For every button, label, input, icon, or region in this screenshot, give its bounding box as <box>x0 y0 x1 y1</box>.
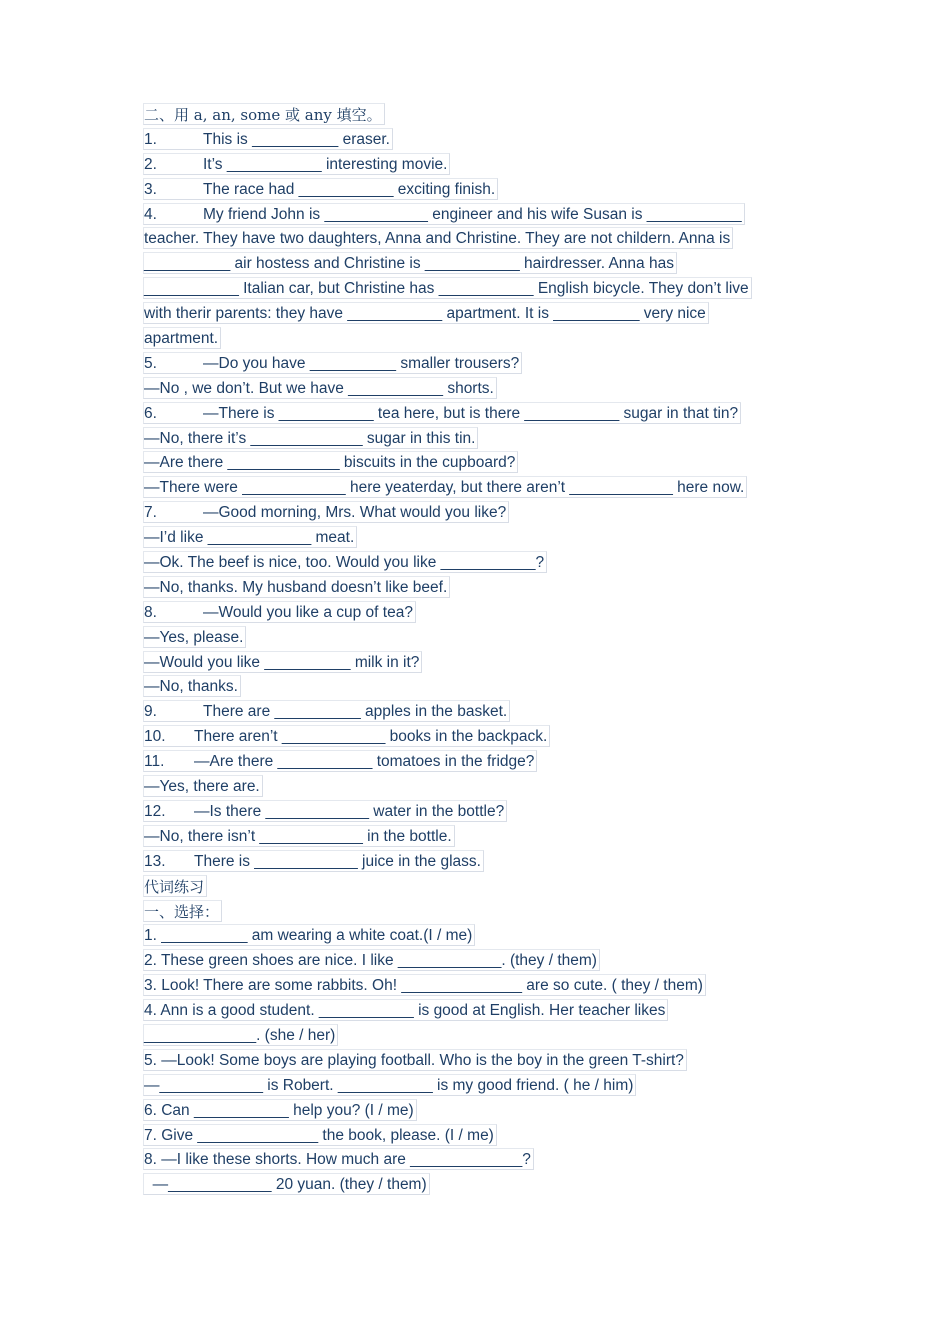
question-text: —There were ____________ here yeaterday, but there aren’t ____________ here now. <box>144 479 745 497</box>
question-text: —No, thanks. <box>144 678 238 696</box>
exercise-line <box>143 250 823 275</box>
exercise-line <box>143 673 823 698</box>
question-number: 3. <box>144 180 157 198</box>
fill-in-heading-text: 二、用 a, an, some 或 any 填空。 <box>143 103 385 125</box>
exercise-line <box>143 225 823 250</box>
question-text: teacher. They have two daughters, Anna and Christine. They are not childern. Anna is <box>144 230 731 248</box>
worksheet-body <box>143 101 823 1196</box>
question-number: 13. <box>144 852 166 870</box>
pronoun-line-text: —____________ is Robert. ___________ is my good friend. ( he / him) <box>143 1074 636 1096</box>
question-text: —Good morning, Mrs. What would you like? <box>203 504 507 522</box>
question-number: 6. <box>144 404 157 422</box>
pronoun-line-text: _____________. (she / her) <box>143 1024 338 1046</box>
question-text: My friend John is ____________ engineer and his wife Susan is ___________ <box>203 205 742 223</box>
question-text: There aren’t ____________ books in the backpack. <box>194 728 548 746</box>
exercise-line <box>143 176 823 201</box>
exercise-line-text <box>143 252 677 274</box>
exercise-line <box>143 723 823 748</box>
pronoun-line <box>143 972 823 997</box>
fill-in-exercise-list <box>143 126 823 873</box>
exercise-line-text <box>143 501 509 523</box>
exercise-line-text <box>143 128 393 150</box>
exercise-line <box>143 275 823 300</box>
exercise-line-text <box>143 651 422 673</box>
exercise-line <box>143 748 823 773</box>
exercise-line <box>143 474 823 499</box>
exercise-line <box>143 848 823 873</box>
exercise-line-text <box>143 800 507 822</box>
exercise-line-text <box>143 153 450 175</box>
exercise-line-text <box>143 601 416 623</box>
pronoun-line-text: 4. Ann is a good student. ___________ is good at English. Her teacher likes <box>143 999 668 1021</box>
question-text: The race had ___________ exciting finish. <box>203 180 496 198</box>
exercise-line <box>143 375 823 400</box>
exercise-line-text <box>143 352 522 374</box>
question-text: —Ok. The beef is nice, too. Would you like ___________? <box>144 554 545 572</box>
question-text: —No, there it’s _____________ sugar in this tin. <box>144 429 476 447</box>
exercise-line-text <box>143 675 241 697</box>
pronoun-line <box>143 1072 823 1097</box>
exercise-line-text <box>143 277 752 299</box>
pronoun-line <box>143 1171 823 1196</box>
fill-in-heading <box>143 101 823 126</box>
exercise-line <box>143 649 823 674</box>
pronoun-line-text: 5. —Look! Some boys are playing football. Who is the boy in the green T-shirt? <box>143 1049 687 1071</box>
question-number: 11. <box>144 753 165 771</box>
exercise-line-text <box>143 725 550 747</box>
exercise-line <box>143 400 823 425</box>
exercise-line <box>143 350 823 375</box>
exercise-line-text <box>143 377 497 399</box>
question-text: —I’d like ____________ meat. <box>144 529 355 547</box>
question-text: —Is there ____________ water in the bottle? <box>194 802 505 820</box>
pronoun-line-text: 3. Look! There are some rabbits. Oh! ______________ are so cute. ( they / them) <box>143 974 706 996</box>
exercise-line-text <box>143 402 741 424</box>
exercise-line <box>143 151 823 176</box>
pronoun-line-text: 1. __________ am wearing a white coat.(I / me) <box>143 924 475 946</box>
exercise-line <box>143 798 823 823</box>
exercise-line-text <box>143 750 537 772</box>
question-number: 10. <box>144 728 166 746</box>
question-text: ___________ Italian car, but Christine has ___________ English bicycle. They don’t live <box>144 280 749 298</box>
pronoun-line <box>143 922 823 947</box>
question-text: with therir parents: they have ___________ apartment. It is __________ very nice <box>144 305 706 323</box>
exercise-line-text <box>143 178 498 200</box>
exercise-line-text <box>143 850 484 872</box>
exercise-line-text <box>143 327 221 349</box>
pronoun-line-text: 7. Give ______________ the book, please. (I / me) <box>143 1124 497 1146</box>
pronoun-subheading <box>143 898 823 923</box>
exercise-line <box>143 300 823 325</box>
question-number: 4. <box>144 205 157 223</box>
question-text: —Are there _____________ biscuits in the cupboard? <box>144 454 516 472</box>
exercise-line-text <box>143 203 745 225</box>
question-text: —No, thanks. My husband doesn’t like beef. <box>144 578 448 596</box>
question-number: 8. <box>144 603 157 621</box>
exercise-line-text <box>143 576 450 598</box>
question-text: —Yes, there are. <box>144 778 260 796</box>
question-number: 12. <box>144 802 166 820</box>
question-text: —No, there isn’t ____________ in the bottle. <box>144 827 452 845</box>
pronoun-line <box>143 1122 823 1147</box>
question-text: —There is ___________ tea here, but is there ___________ sugar in that tin? <box>203 404 739 422</box>
exercise-line-text <box>143 551 547 573</box>
exercise-line-text <box>143 626 246 648</box>
pronoun-line <box>143 997 823 1022</box>
pronoun-line <box>143 1097 823 1122</box>
exercise-line-text <box>143 476 747 498</box>
exercise-line <box>143 599 823 624</box>
question-text: apartment. <box>144 330 219 348</box>
pronoun-title-text: 代词练习 <box>143 875 207 897</box>
pronoun-subheading-text: 一、选择： <box>143 900 222 922</box>
exercise-line <box>143 499 823 524</box>
exercise-line-text <box>143 427 478 449</box>
exercise-line-text <box>143 700 510 722</box>
question-text: —No , we don’t. But we have ___________ shorts. <box>144 379 494 397</box>
exercise-line <box>143 425 823 450</box>
exercise-line <box>143 574 823 599</box>
exercise-line <box>143 773 823 798</box>
pronoun-exercise-list <box>143 922 823 1196</box>
question-text: There is ____________ juice in the glass. <box>194 852 481 870</box>
question-text: —Do you have __________ smaller trousers? <box>203 354 520 372</box>
exercise-line <box>143 325 823 350</box>
question-text: —Yes, please. <box>144 628 244 646</box>
pronoun-line <box>143 947 823 972</box>
exercise-line <box>143 524 823 549</box>
exercise-line-text <box>143 451 518 473</box>
question-number: 9. <box>144 703 157 721</box>
pronoun-line-text: —____________ 20 yuan. (they / them) <box>143 1173 430 1195</box>
exercise-line-text <box>143 227 733 249</box>
pronoun-line-text: 8. —I like these shorts. How much are _____________? <box>143 1148 534 1170</box>
question-number: 2. <box>144 155 157 173</box>
exercise-line-text <box>143 775 263 797</box>
pronoun-line-text: 6. Can ___________ help you? (I / me) <box>143 1099 417 1121</box>
question-text: It’s ___________ interesting movie. <box>203 155 448 173</box>
question-number: 1. <box>144 130 157 148</box>
pronoun-title <box>143 873 823 898</box>
question-text: —Would you like __________ milk in it? <box>144 653 420 671</box>
exercise-line <box>143 698 823 723</box>
exercise-line-text <box>143 302 709 324</box>
question-text: —Would you like a cup of tea? <box>203 603 413 621</box>
exercise-line <box>143 624 823 649</box>
exercise-line-text <box>143 526 357 548</box>
question-text: This is __________ eraser. <box>203 130 390 148</box>
pronoun-line-text: 2. These green shoes are nice. I like ____________. (they / them) <box>143 949 600 971</box>
exercise-line <box>143 823 823 848</box>
question-number: 7. <box>144 504 157 522</box>
exercise-line <box>143 126 823 151</box>
question-text: —Are there ___________ tomatoes in the fridge? <box>194 753 535 771</box>
pronoun-line <box>143 1022 823 1047</box>
question-text: __________ air hostess and Christine is ___________ hairdresser. Anna has <box>144 255 674 273</box>
pronoun-line <box>143 1146 823 1171</box>
exercise-line <box>143 549 823 574</box>
exercise-line <box>143 449 823 474</box>
question-text: There are __________ apples in the basket. <box>203 703 508 721</box>
exercise-line <box>143 201 823 226</box>
exercise-line-text <box>143 825 455 847</box>
question-number: 5. <box>144 354 157 372</box>
pronoun-line <box>143 1047 823 1072</box>
